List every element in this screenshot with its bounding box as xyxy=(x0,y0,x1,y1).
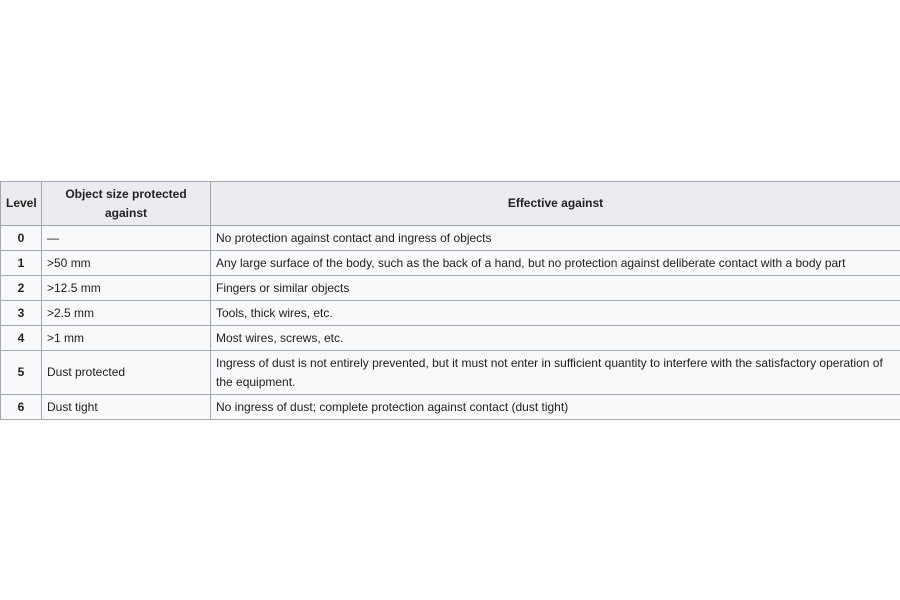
table-row xyxy=(1,351,900,395)
level-cell: 2 xyxy=(1,276,42,301)
level-cell: 0 xyxy=(1,226,42,251)
object-size-cell: >50 mm xyxy=(42,251,211,276)
object-size-cell: — xyxy=(42,226,211,251)
table-row xyxy=(1,226,900,251)
object-size-cell: >2.5 mm xyxy=(42,301,211,326)
effective-against-cell: Fingers or similar objects xyxy=(211,276,900,301)
object-size-cell: Dust tight xyxy=(42,395,211,420)
header-level[interactable]: Level xyxy=(1,182,42,226)
level-cell: 1 xyxy=(1,251,42,276)
level-cell: 5 xyxy=(1,351,42,395)
ip-rating-table xyxy=(0,181,900,420)
level-cell: 3 xyxy=(1,301,42,326)
table-row xyxy=(1,251,900,276)
table-row xyxy=(1,301,900,326)
effective-against-cell: Any large surface of the body, such as the back of a hand, but no protection against deliberate contact with a body part xyxy=(211,251,900,276)
object-size-cell: >12.5 mm xyxy=(42,276,211,301)
level-cell: 4 xyxy=(1,326,42,351)
effective-against-cell: No ingress of dust; complete protection against contact (dust tight) xyxy=(211,395,900,420)
header-effective-against[interactable]: Effective against xyxy=(211,182,900,226)
table-row xyxy=(1,276,900,301)
effective-against-cell: Tools, thick wires, etc. xyxy=(211,301,900,326)
object-size-cell: >1 mm xyxy=(42,326,211,351)
table-row xyxy=(1,326,900,351)
effective-against-cell: Ingress of dust is not entirely prevented, but it must not enter in sufficient quantity to interfere with the satisfactory operation of the equipment. xyxy=(211,351,900,395)
effective-against-cell: No protection against contact and ingress of objects xyxy=(211,226,900,251)
table-row xyxy=(1,395,900,420)
object-size-cell: Dust protected xyxy=(42,351,211,395)
level-cell: 6 xyxy=(1,395,42,420)
table-header-row xyxy=(1,182,900,226)
effective-against-cell: Most wires, screws, etc. xyxy=(211,326,900,351)
header-object-size[interactable]: Object size protected against xyxy=(42,182,211,226)
